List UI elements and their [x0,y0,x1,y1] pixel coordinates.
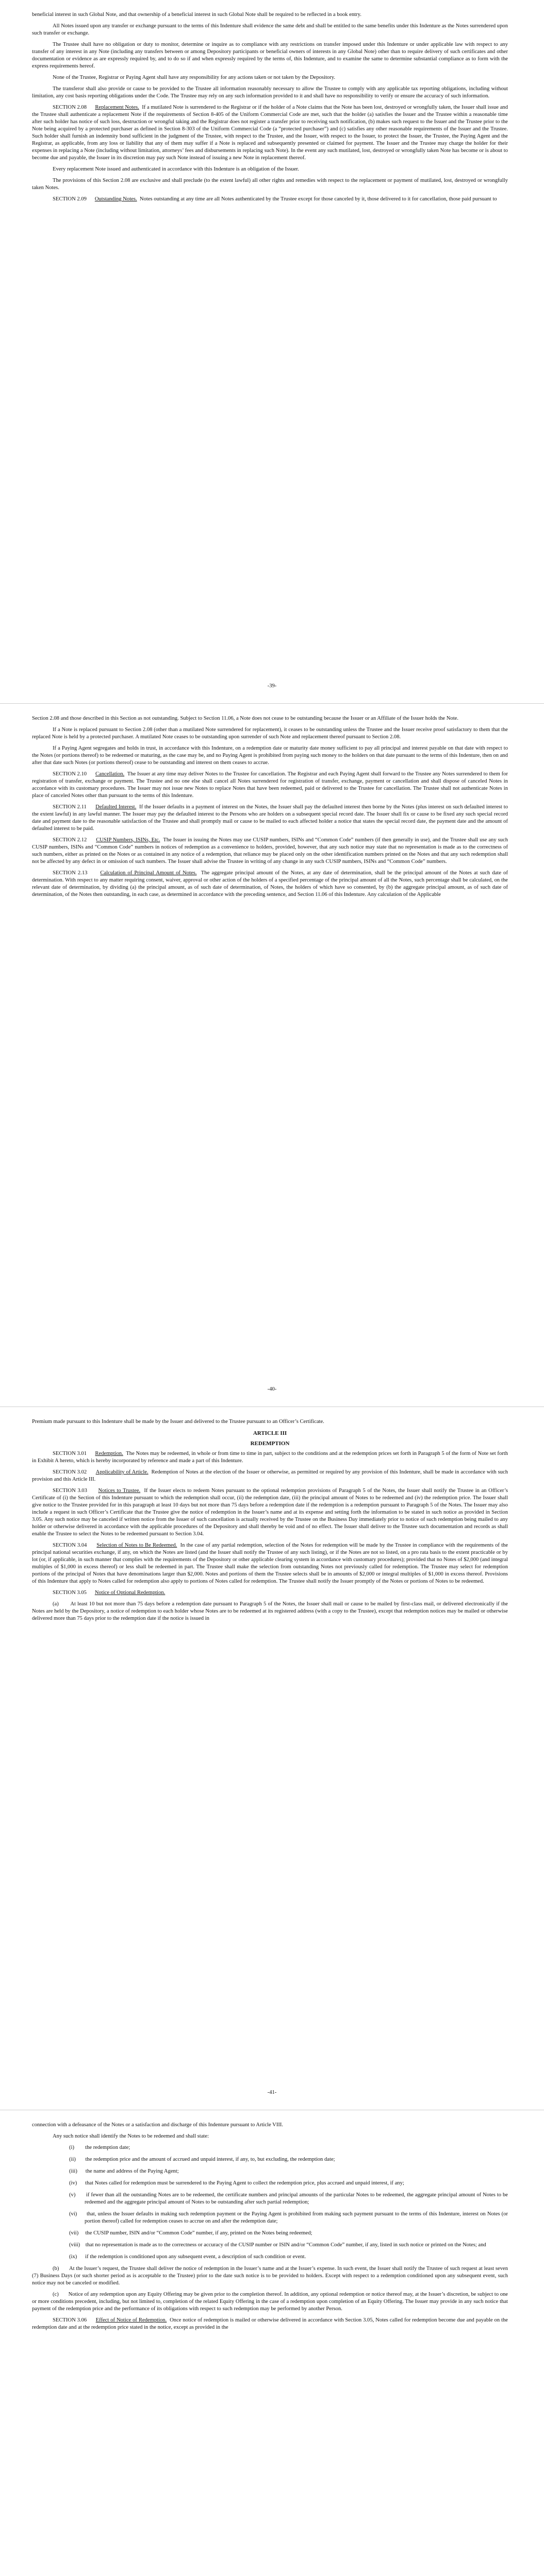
section-heading: SECTION 3.02 [53,1469,87,1475]
page-number: -41- [267,2090,277,2095]
section-title: Selection of Notes to Be Redeemed. [96,1543,177,1548]
section-text: Once notice of redemption is mailed or otherwise delivered in accordance with Section 3.05, Notes called for redemption become due and payable on the redemption date and at the redemption price stated in the notice, except as provided in the [32,2317,508,2330]
article-heading: ARTICLE III [253,1430,287,1436]
section-heading: SECTION 2.08 [53,105,87,110]
paragraph: None of the Trustee, Registrar or Paying Agent shall have any responsibility for any actions taken or not taken by the Depository. [53,75,336,80]
paragraph: Premium made pursuant to this Indenture shall be made by the Issuer and delivered to the Trustee pursuant to an Officer’s Certificate. [32,1419,324,1425]
page-number: -39- [267,683,277,689]
section-heading: SECTION 3.06 [53,2317,87,2323]
section-2-12 [32,837,508,866]
section-2-10 [32,771,508,800]
section-2-09 [32,196,508,203]
paragraph: connection with a defeasance of the Notes or a satisfaction and discharge of this Indenture pursuant to Article VIII. [32,2122,284,2128]
section-3-02 [32,1469,508,1483]
section-title: Replacement Notes. [95,105,139,110]
section-text: If the Issuer defaults in a payment of interest on the Notes, the Issuer shall pay the defaulted interest then borne by the Notes (plus interest on such defaulted interest to the extent lawful) in any lawful manner. The Issuer may pay the defaulted interest to the Persons who are holders on a subsequent special record date. The Issuer shall fix or cause to be fixed any such special record date and payment date to the reasonable satisfaction of the Trustee and shall promptly mail or cause to be mailed to each affected holder a notice that states the special record date, the payment date and the amount of defaulted interest to be paid. [32,804,508,832]
section-title: Outstanding Notes. [94,196,137,202]
section-heading: SECTION 3.03 [53,1488,87,1494]
list-item: (iv) that Notes called for redemption must be surrendered to the Paying Agent to collect the redemption price, plus accrued and unpaid interest, if any; [69,2180,404,2186]
section-title: Notice of Optional Redemption. [94,1590,166,1596]
paragraph: (c) Notice of any redemption upon any Equity Offering may be given prior to the completion thereof. In addition, any optional redemption or notice thereof may, at the Issuer’s discretion, be subject to one or more conditions precedent, including, but not limited to, completion of the related Equity Offering in the case of a redemption upon completion of an Equity Offering. The Issuer may provide in any such notice that payment of the redemption price and the performance of its obligations with respect to such redemption may be performed by another Person. [32,2292,508,2312]
page-40 [0,703,544,1406]
section-text: The aggregate principal amount of the Notes, at any date of determination, shall be the principal amount of the Notes at such date of determination. With respect to any matter requiring consent, waiver, approval or other action of the holders of a specified percentage of the principal amount of all the Notes, such percentage shall be calculated, on the relevant date of determination, by dividing (a) the principal amount, as of such date of determination, of Notes, the holders of which have so consented, by (b) the aggregate principal amount, as of such date of determination, of the Notes then outstanding, in each case, as determined in accordance with the preceding sentence, and Section 11.06 of this Indenture. Any calculation of the Applicable [32,870,508,897]
section-2-13 [32,870,508,899]
paragraph: If a Paying Agent segregates and holds in trust, in accordance with this Indenture, on a redemption date or maturity date money sufficient to pay all principal and interest payable on that date with respect to the Notes (or portions thereof) to be redeemed or maturing, as the case may be, and no Paying Agent is prohibited from paying such money to the holders on that date pursuant to the terms of this Indenture, then on and after that date such Notes (or portions thereof) cease to be outstanding and interest on them ceases to accrue. [32,745,508,766]
section-text: If a mutilated Note is surrendered to the Registrar or if the holder of a Note claims that the Note has been lost, destroyed or wrongfully taken, the Issuer shall issue and the Trustee shall authenticate a replacement Note if the requirements of Section 8-405 of the Uniform Commercial Code are met, such that the holder (a) satisfies the Issuer and the Trustee within a reasonable time after such holder has notice of such loss, destruction or wrongful taking and the Registrar does not register a transfer prior to receiving such notification, (b) makes such request to the Issuer and the Trustee prior to the Note being acquired by a protected purchaser as defined in Section 8-303 of the Uniform Commercial Code (a “protected purchaser”) and (c) satisfies any other reasonable requirements of the Issuer and the Trustee. Such holder shall furnish an indemnity bond sufficient in the judgment of the Trustee, with respect to the Trustee, and the Issuer, with respect to the Issuer, to protect the Issuer, the Trustee, the Paying Agent and the Registrar, as applicable, from any loss or liability that any of them may suffer if a Note is replaced and subsequently presented or claimed for payment. The Issuer and the Trustee may charge the holder for their expenses in replacing a Note (including without limitation, attorneys’ fees and disbursements in replacing such Note). In the event any such mutilated, lost, destroyed or wrongfully taken Note has become or is about to become due and payable, the Issuer in its discretion may pay such Note instead of issuing a new Note in replacement thereof. [32,105,508,161]
section-3-03 [32,1487,508,1538]
section-title: CUSIP Numbers, ISINs, Etc. [96,837,160,843]
paragraph: All Notes issued upon any transfer or exchange pursuant to the terms of this Indenture shall evidence the same debt and shall be entitled to the same benefits under this Indenture as the Notes surrendered upon such transfer or exchange. [32,23,508,36]
list-item: (vi) that, unless the Issuer defaults in making such redemption payment or the Paying Agent is prohibited from making such payment pursuant to the terms of this Indenture, interest on Notes (or portion thereof) called for redemption ceases to accrue on and after the redemption date; [69,2211,508,2224]
section-heading: SECTION 2.09 [53,196,87,202]
section-2-11 [32,804,508,833]
section-title: Redemption. [95,1451,123,1456]
section-text: The Issuer at any time may deliver Notes to the Trustee for cancellation. The Registrar and each Paying Agent shall forward to the Trustee any Notes surrendered to them for registration of transfer, exchange or payment. The Trustee and no one else shall cancel all Notes surrendered for registration of transfer, exchange, payment or cancellation and shall dispose of canceled Notes in accordance with its customary procedures. The Issuer may not issue new Notes to replace Notes that have been redeemed, paid or delivered to the Trustee for cancellation. The Trustee shall not authenticate Notes in place of canceled Notes other than pursuant to the terms of this Indenture. [32,771,508,799]
list-item: (i) the redemption date; [69,2145,130,2150]
paragraph: If a Note is replaced pursuant to Section 2.08 (other than a mutilated Note surrendered for replacement), it ceases to be outstanding unless the Trustee and the Issuer receive proof satisfactory to them that the replaced Note is held by a protected purchaser. A mutilated Note ceases to be outstanding upon surrender of such Note and replacement thereof pursuant to Section 2.08. [32,727,508,740]
section-heading: SECTION 2.11 [53,804,87,810]
section-title: Defaulted Interest. [95,804,137,810]
page-41 [0,1406,544,2110]
section-3-06 [32,2317,508,2331]
list-item: (vii) the CUSIP number, ISIN and/or “Common Code” number, if any, printed on the Notes being redeemed; [69,2230,312,2236]
section-title: Effect of Notice of Redemption. [95,2317,167,2323]
paragraph: The provisions of this Section 2.08 are exclusive and shall preclude (to the extent lawful) all other rights and remedies with respect to the replacement or payment of mutilated, lost, destroyed or wrongfully taken Notes. [32,178,508,191]
paragraph: The transferor shall also provide or cause to be provided to the Trustee all information reasonably necessary to allow the Trustee to comply with any applicable tax reporting obligations, including without limitation, any cost basis reporting obligations under the Code. The Trustee may rely on any such information provided to it and shall have no responsibility to verify or ensure the accuracy of such information. [32,86,508,99]
paragraph: Every replacement Note issued and authenticated in accordance with this Indenture is an obligation of the Issuer. [53,166,300,172]
section-text: Redemption of Notes at the election of the Issuer or otherwise, as permitted or required by any provision of this Indenture, shall be made in accordance with such provision and this Article III. [32,1469,508,1482]
section-heading: SECTION 2.10 [53,771,87,777]
section-text: The Notes may be redeemed, in whole or from time to time in part, subject to the conditions and at the redemption prices set forth in Paragraph 5 of the form of Note set forth in Exhibit A hereto, which is hereby incorporated by reference and made a part of this Indenture. [32,1451,508,1464]
paragraph: (b) At the Issuer’s request, the Trustee shall deliver the notice of redemption in the Issuer’s name and at the Issuer’s expense. In such event, the Issuer shall notify the Trustee of such request at least seven (7) Business Days (or such shorter period as is acceptable to the Trustee) prior to the date such notice is to be provided to holders. Except with respect to a redemption conditioned upon any subsequent event, such notice may not be canceled or modified. [32,2266,508,2286]
paragraph: beneficial interest in such Global Note, and that ownership of a beneficial interest in such Global Note shall be required to be reflected in a book entry. [32,12,361,18]
paragraph: (a) At least 10 but not more than 75 days before a redemption date pursuant to Paragraph 5 of the Notes, the Issuer shall mail or cause to be mailed by first-class mail, or delivered electronically if the Notes are held by the Depository, a notice of redemption to each holder whose Notes are to be redeemed at its registered address (with a copy to the Trustee), except that redemption notices may be mailed or otherwise delivered more than 75 days prior to the redemption date if the notice is issued in [32,1601,508,1621]
section-heading: SECTION 3.04 [53,1543,87,1548]
section-heading: SECTION 3.01 [53,1451,87,1456]
section-2-08 [32,104,508,162]
section-text: The Issuer in issuing the Notes may use CUSIP numbers, ISINs and “Common Code” numbers (if then generally in use), and the Trustee shall use any such CUSIP numbers, ISINs and “Common Code” numbers in notices of redemption as a convenience to holders, provided, however, that any such notice may state that no representation is made as to the correctness of such numbers, either as printed on the Notes or as contained in any notice of a redemption, that reliance may be placed only on the other identification numbers printed on the Notes and that any such redemption shall not be affected by any defect in or omission of such numbers. The Issuer shall advise the Trustee in writing of any change in any such CUSIP numbers, ISINs and “Common Code” numbers. [32,837,508,865]
paragraph: Section 2.08 and those described in this Section as not outstanding. Subject to Section 11.06, a Note does not cease to be outstanding because the Issuer or an Affiliate of the Issuer holds the Note. [32,716,459,721]
section-3-01 [32,1450,508,1465]
section-text: If the Issuer elects to redeem Notes pursuant to the optional redemption provisions of Paragraph 5 of the Notes, the Issuer shall notify the Trustee in an Officer’s Certificate of (i) the Section of this Indenture pursuant to which the redemption shall occur, (ii) the redemption date, (iii) the principal amount of Notes to be redeemed and (iv) the redemption price. The Issuer shall give notice to the Trustee provided for in this paragraph at least 10 days but not more than 75 days before a redemption date if the redemption is a redemption pursuant to Paragraph 5 of the Notes. The Issuer may also include a request in such Officer’s Certificate that the Trustee give the notice of redemption in the Issuer’s name and at its expense and setting forth the information to be stated in such notice as provided in Section 3.05. Any such notice may be canceled if written notice from the Issuer of such cancellation is actually received by the Trustee on the Business Day immediately prior to notice of such redemption being mailed to any holder or otherwise delivered in accordance with the applicable procedures of the Depository and shall thereby be void and of no effect. The Issuer shall deliver to the Trustee such documentation and records as shall enable the Trustee to select the Notes to be redeemed pursuant to Section 3.04. [32,1488,508,1537]
paragraph: The Trustee shall have no obligation or duty to monitor, determine or inquire as to compliance with any restrictions on transfer imposed under this Indenture or under applicable law with respect to any transfer of any interest in any Note (including any transfers between or among Depository participants or beneficial owners of interests in any Global Note) other than to require delivery of such certificates and other documentation or evidence as are expressly required by, and to do so if and when expressly required by the terms of, this Indenture, and to examine the same to determine substantial compliance as to form with the express requirements hereof. [32,42,508,69]
page-42 [0,2110,544,2576]
section-heading: SECTION 3.05 [53,1590,87,1596]
article-title: REDEMPTION [250,1440,290,1447]
section-title: Cancellation. [95,771,125,777]
list-item: (ix) if the redemption is conditioned upon any subsequent event, a description of such condition or event. [69,2254,306,2260]
list-item: (iii) the name and address of the Paying Agent; [69,2168,179,2174]
list-item: (v) if fewer than all the outstanding Notes are to be redeemed, the certificate numbers and principal amounts of the particular Notes to be redeemed, the aggregate principal amount of Notes to be redeemed and the aggregate principal amount of Notes to be outstanding after such partial redemption; [69,2192,508,2205]
section-title: Applicability of Article. [95,1469,149,1475]
section-title: Calculation of Principal Amount of Notes. [100,870,197,876]
section-3-04 [32,1542,508,1585]
list-item: (viii) that no representation is made as to the correctness or accuracy of the CUSIP number or ISIN and/or “Common Code” number, if any, listed in such notice or printed on the Notes; and [69,2242,486,2248]
section-heading: SECTION 2.13 [53,870,88,876]
section-heading: SECTION 2.12 [53,837,87,843]
page-number: -40- [267,1386,277,1392]
section-text: In the case of any partial redemption, selection of the Notes for redemption will be made by the Trustee in compliance with the requirements of the principal national securities exchange, if any, on which the Notes are listed (and the Issuer shall notify the Trustee of any such listing), or if the Notes are not so listed, on a pro rata basis to the extent practicable or by lot (or, if applicable, in such manner that complies with the requirements of the Depository or other applicable clearing system in accordance with customary procedures); provided that no Notes of $2,000 (and integral multiples of $1,000 in excess thereof) or less shall be redeemed in part. The Trustee shall make the selection from outstanding Notes not previously called for redemption. The Trustee may select for redemption portions of the principal of Notes that have denominations larger than $2,000. Notes and portions of them the Trustee selects shall be in amounts of $2,000 or integral multiples of $1,000 in excess thereof. Provisions of this Indenture that apply to Notes called for redemption also apply to portions of Notes called for redemption. The Trustee shall notify the Issuer promptly of the Notes or portions of Notes to be redeemed. [32,1543,508,1584]
section-title: Notices to Trustee. [98,1488,141,1494]
page-39 [0,0,544,703]
list-item: (ii) the redemption price and the amount of accrued and unpaid interest, if any, to, but excluding, the redemption date; [69,2157,335,2162]
section-3-05 [32,1589,508,1597]
section-text: Notes outstanding at any time are all Notes authenticated by the Trustee except for those canceled by it, those delivered to it for cancellation, those paid pursuant to [139,196,497,202]
paragraph: Any such notice shall identify the Notes to be redeemed and shall state: [53,2133,209,2139]
